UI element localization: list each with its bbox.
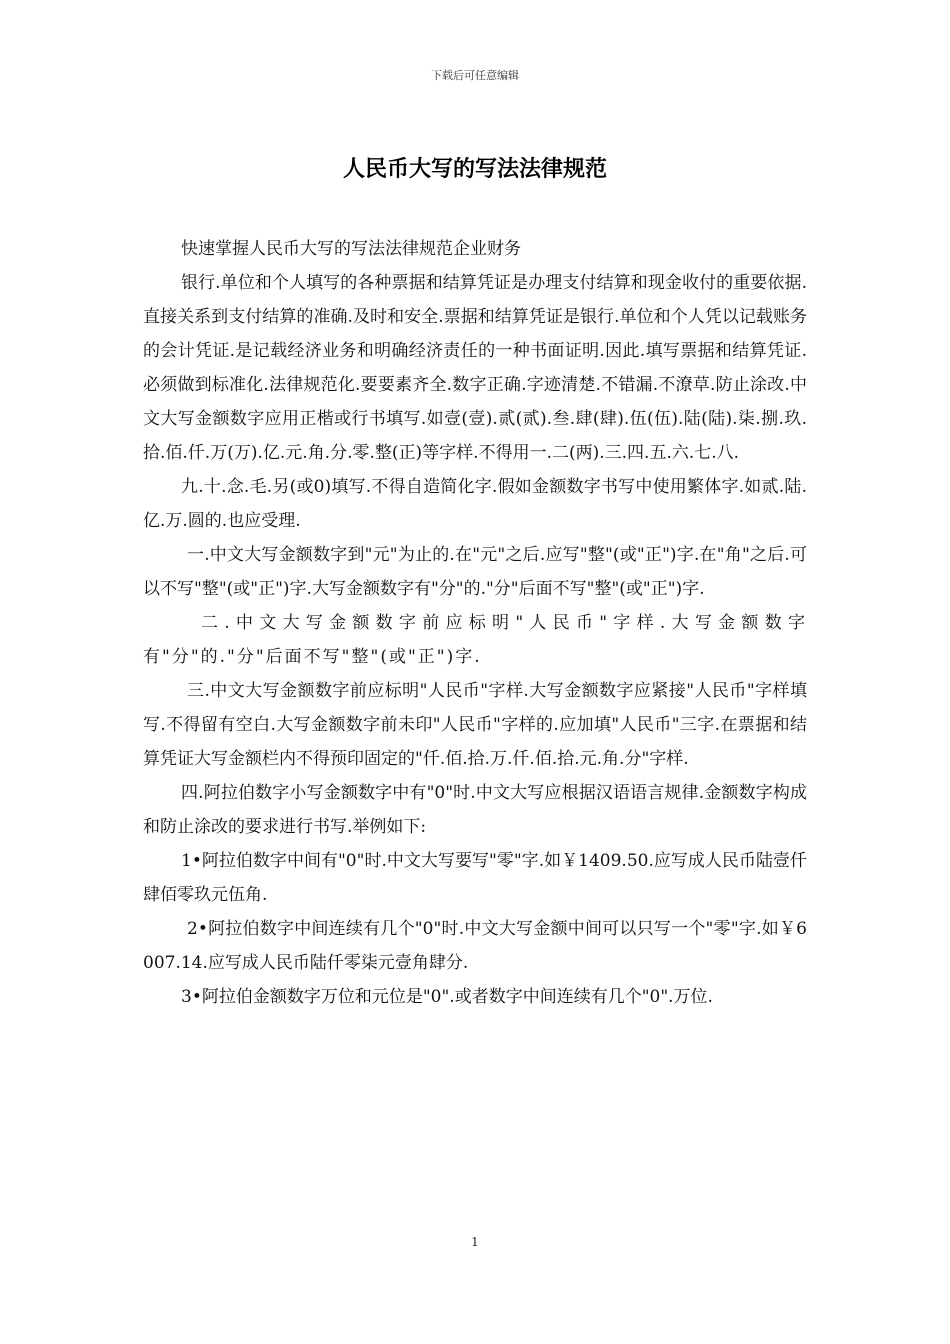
paragraph-rule-4: 四.阿拉伯数字小写金额数字中有"0"时.中文大写应根据汉语语言规律.金额数字构成和防止涂改的要求进行书写.举例如下: <box>143 783 807 837</box>
paragraph-example-1: 1•阿拉伯数字中间有"0"时.中文大写要写"零"字.如￥1409.50.应写成人民币陆壹仟肆佰零玖元伍角. <box>143 851 807 905</box>
paragraph-example-2: 2•阿拉伯数字中间连续有几个"0"时.中文大写金额中间可以只写一个"零"字.如￥6007.14.应写成人民币陆仟零柒元壹角肆分. <box>143 919 807 973</box>
document-body <box>143 232 807 1014</box>
document-title: 人民币大写的写法法律规范 <box>342 157 607 182</box>
paragraph-example-3: 3•阿拉伯金额数字万位和元位是"0".或者数字中间连续有几个"0".万位. <box>181 987 713 1007</box>
paragraph-intro: 快速掌握人民币大写的写法法律规范企业财务 <box>181 239 521 259</box>
paragraph-main: 银行.单位和个人填写的各种票据和结算凭证是办理支付结算和现金收付的重要依据.直接关系到支付结算的准确.及时和安全.票据和结算凭证是银行.单位和个人凭以记载账务的会计凭证.是记载经济业务和明确经济责任的一种书面证明.因此.填写票据和结算凭证.必须做到标准化.法律规范化.要要素齐全.数字正确.字迹清楚.不错漏.不潦草.防止涂改.中文大写金额数字应用正楷或行书填写.如壹(壹).贰(贰).叁.肆(肆).伍(伍).陆(陆).柒.捌.玖.拾.佰.仟.万(万).亿.元.角.分.零.整(正)等字样.不得用一.二(两).三.四.五.六.七.八. <box>143 273 807 463</box>
paragraph-rule-2: 二.中文大写金额数字前应标明"人民币"字样.大写金额数字有"分"的."分"后面不写"整"(或"正")字. <box>143 613 807 667</box>
paragraph-rule-1: 一.中文大写金额数字到"元"为止的.在"元"之后.应写"整"(或"正")字.在"角"之后.可以不写"整"(或"正")字.大写金额数字有"分"的."分"后面不写"整"(或"正")字. <box>143 545 807 599</box>
page-header-note: 下载后可任意编辑 <box>431 69 519 82</box>
paragraph-simplified-chars: 九.十.念.毛.另(或0)填写.不得自造简化字.假如金额数字书写中使用繁体字.如贰.陆.亿.万.圆的.也应受理. <box>143 477 807 531</box>
page-number: 1 <box>471 1235 479 1249</box>
paragraph-rule-3: 三.中文大写金额数字前应标明"人民币"字样.大写金额数字应紧接"人民币"字样填写.不得留有空白.大写金额数字前未印"人民币"字样的.应加填"人民币"三字.在票据和结算凭证大写金额栏内不得预印固定的"仟.佰.拾.万.仟.佰.拾.元.角.分"字样. <box>143 681 807 769</box>
